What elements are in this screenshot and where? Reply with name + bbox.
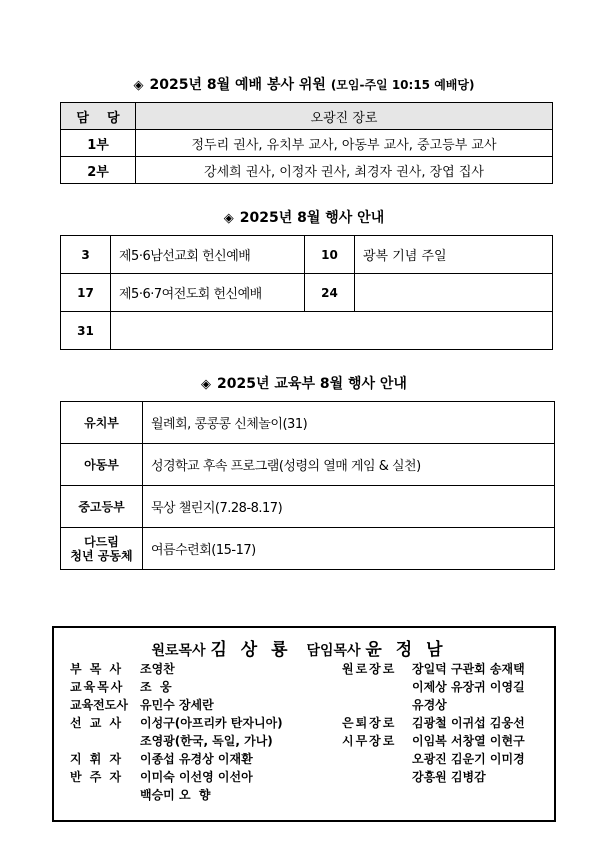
table-row	[61, 312, 553, 350]
row-label: 담 당	[61, 103, 136, 130]
emeritus-pastor-title: 원로목사	[151, 643, 206, 659]
event-date: 24	[305, 274, 355, 312]
staff-names: 이임복 서창열 이현구	[412, 734, 525, 748]
staff-role: 지 휘 자	[70, 752, 124, 766]
table-row	[61, 486, 555, 528]
staff-role: 반 주 자	[70, 770, 124, 784]
department-name: 아동부	[61, 444, 143, 486]
staff-row	[70, 751, 253, 768]
emeritus-pastor-name: 김 상 룡	[210, 640, 292, 660]
staff-row	[70, 769, 253, 786]
staff-names: 강흥원 김병감	[412, 770, 486, 784]
event-date: 31	[61, 312, 111, 350]
staff-names: 조영광(한국, 독일, 가나)	[140, 734, 273, 748]
staff-names: 유민수 장세란	[140, 698, 214, 712]
table-row	[61, 157, 553, 184]
staff-names: 조영찬	[140, 662, 175, 676]
staff-row	[70, 787, 211, 804]
row-value: 정두리 권사, 유치부 교사, 아동부 교사, 중고등부 교사	[136, 130, 553, 157]
staff-row	[342, 751, 525, 768]
staff-row	[70, 733, 273, 750]
staff-role: 시무장로	[342, 734, 397, 748]
event-name: 광복 기념 주일	[355, 236, 553, 274]
staff-row	[342, 715, 525, 732]
event-name: 제5·6·7여전도회 헌신예배	[111, 274, 305, 312]
event-name	[355, 274, 553, 312]
staff-role: 부 목 사	[70, 662, 124, 676]
department-name: 유치부	[61, 402, 143, 444]
section3-title: ◈ 2025년 교육부 8월 행사 안내	[201, 376, 407, 392]
event-name: 제5·6남선교회 헌신예배	[111, 236, 305, 274]
staff-role: 교육목사	[70, 680, 125, 694]
staff-row	[70, 679, 172, 696]
staff-names: 김광철 이귀섭 김웅선	[412, 716, 525, 730]
staff-names: 이미숙 이선영 이선아	[140, 770, 253, 784]
row-label: 2부	[61, 157, 136, 184]
diamond-bullet-icon: ◈	[133, 78, 144, 93]
row-value: 강세희 권사, 이정자 권사, 최경자 권사, 장엽 집사	[136, 157, 553, 184]
department-name-line: 다드림	[84, 534, 119, 549]
staff-row	[70, 697, 214, 714]
department-name	[61, 528, 143, 570]
staff-row	[342, 769, 486, 786]
department-event: 성경학교 후속 프로그램(성령의 열매 게임 & 실천)	[143, 444, 555, 486]
staff-row	[342, 661, 525, 678]
department-event: 월례회, 콩콩콩 신체놀이(31)	[143, 402, 555, 444]
section2-title: ◈ 2025년 8월 행사 안내	[223, 210, 385, 226]
table-row	[61, 130, 553, 157]
staff-role: 은퇴장로	[342, 716, 397, 730]
staff-names: 오광진 김운기 이미경	[412, 752, 525, 766]
church-staff-box	[52, 626, 556, 822]
senior-pastor-name: 윤 정 남	[365, 640, 447, 660]
staff-names: 백승미 오 향	[140, 788, 211, 802]
staff-names: 유경상	[412, 698, 447, 712]
staff-role: 교육전도사	[70, 698, 128, 712]
staff-names: 이제상 유장귀 이영길	[412, 680, 525, 694]
event-date: 17	[61, 274, 111, 312]
department-name-line: 청년 공동체	[70, 548, 133, 563]
staff-role: 원로장로	[342, 662, 397, 676]
section1-title: ◈ 2025년 8월 예배 봉사 위원 (모임-주일 10:15 예배당)	[133, 77, 475, 93]
staff-row	[70, 715, 283, 732]
table-row	[61, 236, 553, 274]
events-table	[60, 235, 553, 350]
diamond-bullet-icon: ◈	[223, 211, 234, 226]
department-name: 중고등부	[61, 486, 143, 528]
staff-row	[342, 697, 447, 714]
staff-names: 장일덕 구관회 송재택	[412, 662, 525, 676]
table-row	[61, 444, 555, 486]
department-event: 여름수련회(15-17)	[143, 528, 555, 570]
table-row	[61, 402, 555, 444]
event-date: 10	[305, 236, 355, 274]
staff-row	[342, 733, 525, 750]
event-date: 3	[61, 236, 111, 274]
staff-names: 이성구(아프리카 탄자니아)	[140, 716, 283, 730]
staff-names: 이종섭 유경상 이재환	[140, 752, 253, 766]
section1-subtitle: (모임-주일 10:15 예배당)	[330, 78, 475, 92]
row-label: 1부	[61, 130, 136, 157]
staff-row	[342, 679, 525, 696]
education-events-table	[60, 401, 555, 570]
table-row	[61, 103, 553, 130]
table-row	[61, 528, 555, 570]
staff-role: 선 교 사	[70, 716, 124, 730]
service-volunteer-table	[60, 102, 553, 184]
staff-names: 조 웅	[140, 680, 172, 694]
department-event: 묵상 챌린지(7.28-8.17)	[143, 486, 555, 528]
diamond-bullet-icon: ◈	[201, 377, 212, 392]
staff-row	[70, 661, 175, 678]
senior-pastor-title: 담임목사	[306, 643, 361, 659]
event-name	[111, 312, 553, 350]
pastors-header	[54, 635, 554, 660]
row-value: 오광진 장로	[136, 103, 553, 130]
table-row	[61, 274, 553, 312]
